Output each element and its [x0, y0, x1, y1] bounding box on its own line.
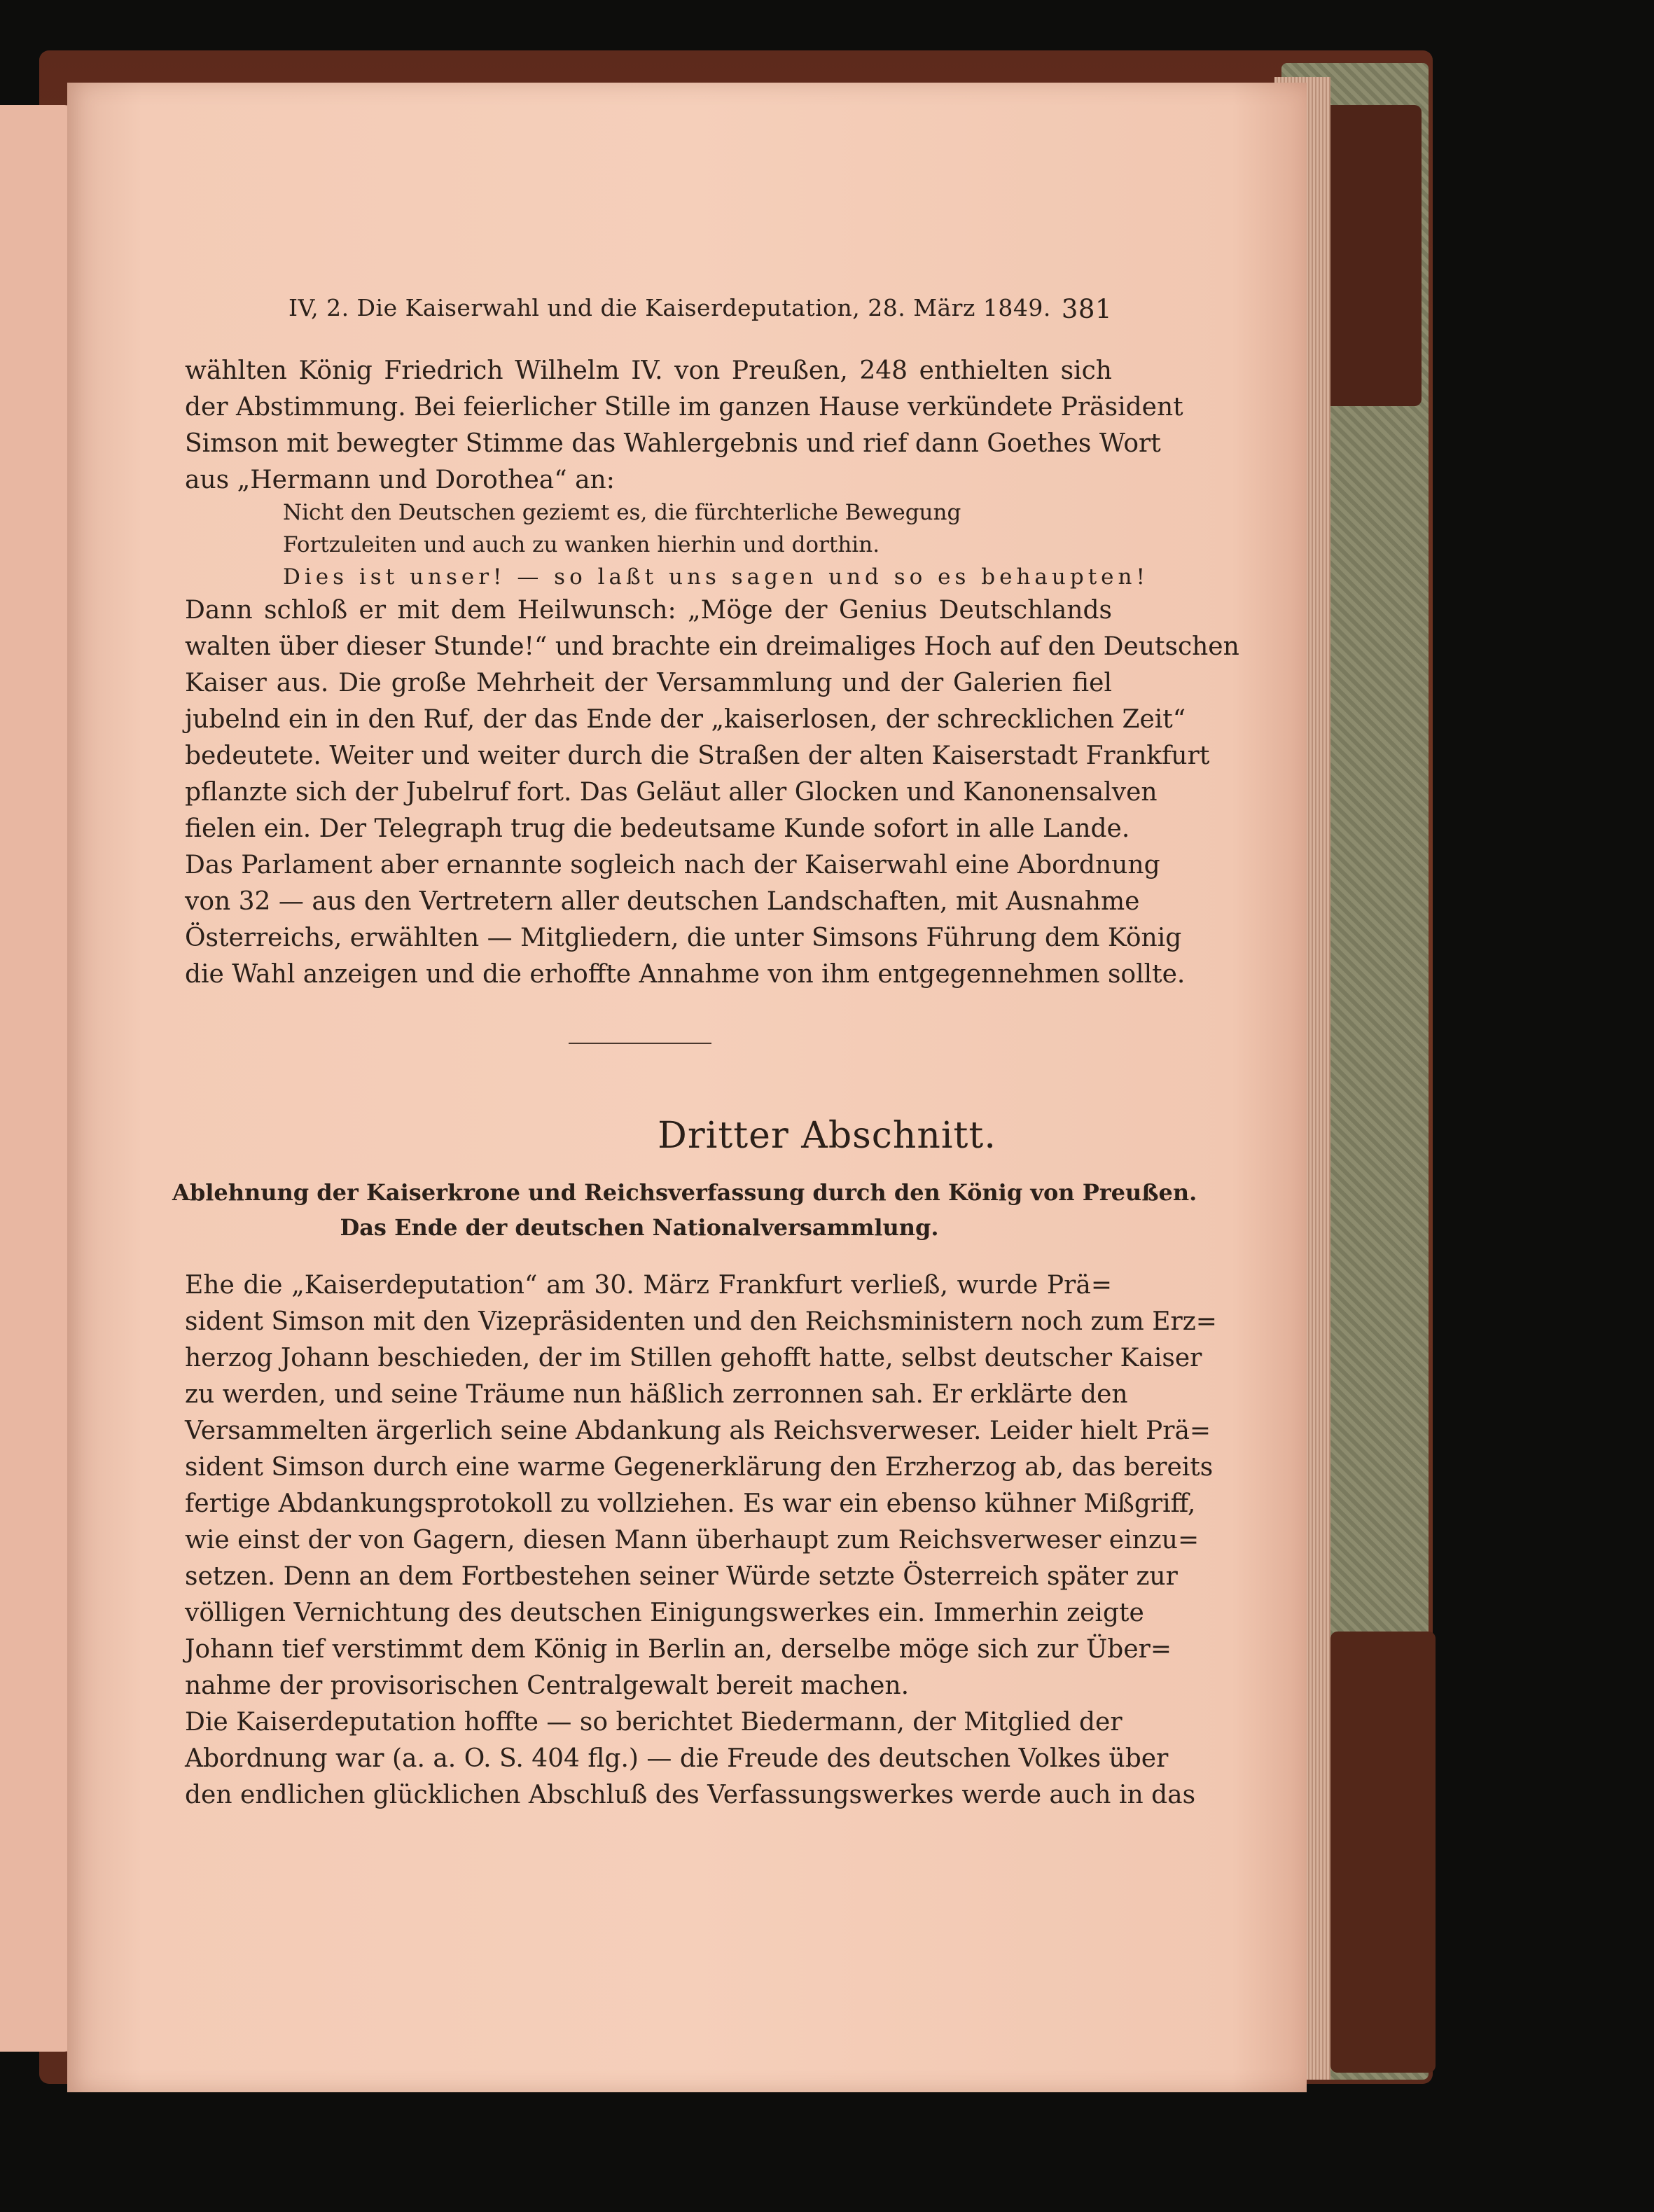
text-line: Kaiser aus. Die große Mehrheit der Versammlung und der Galerien fiel — [185, 669, 1112, 697]
page-number: 381 — [1061, 294, 1112, 324]
text-line: walten über dieser Stunde!“ und brachte ein dreimaliges Hoch auf den Deutschen — [185, 632, 1239, 661]
text-line: Versammelten ärgerlich seine Abdankung als Reichsverweser. Leider hielt Prä= — [185, 1417, 1211, 1445]
facing-page-edge — [0, 105, 77, 2052]
section-subtitle: Das Ende der deutschen Nationalversammlung. — [340, 1214, 939, 1241]
text-line: den endlichen glücklichen Abschluß des Verfassungswerkes werde auch in das — [185, 1781, 1196, 1809]
text-line: von 32 — aus den Vertretern aller deutschen Landschaften, mit Ausnahme — [185, 887, 1140, 916]
text-line: wie einst der von Gagern, diesen Mann überhaupt zum Reichsverweser einzu= — [185, 1526, 1200, 1554]
section-subtitle: Ablehnung der Kaiserkrone und Reichsverfassung durch den König von Preußen. — [172, 1179, 1197, 1206]
text-line: Die Kaiserdeputation hoffte — so berichtet Biedermann, der Mitglied der — [185, 1708, 1123, 1737]
text-line: Simson mit bewegter Stimme das Wahlergebnis und rief dann Goethes Wort — [185, 429, 1161, 458]
text-line: fertige Abdankungsprotokoll zu vollziehen. Es war ein ebenso kühner Mißgriff, — [185, 1489, 1196, 1518]
verse-line: Fortzuleiten und auch zu wanken hierhin und dorthin. — [283, 532, 880, 557]
text-line: wählten König Friedrich Wilhelm IV. von Preußen, 248 enthielten sich — [185, 356, 1112, 385]
show-through-stain — [168, 1066, 532, 1115]
running-head: IV, 2. Die Kaiserwahl und die Kaiserdeputation, 28. März 1849. — [289, 294, 1051, 321]
section-divider — [569, 1043, 711, 1044]
text-line: bedeutete. Weiter und weiter durch die Straßen der alten Kaiserstadt Frankfurt — [185, 742, 1210, 770]
text-line: Abordnung war (a. a. O. S. 404 flg.) — die Freude des deutschen Volkes über — [185, 1744, 1169, 1773]
text-line: setzen. Denn an dem Fortbestehen seiner Würde setzte Österreich später zur — [185, 1562, 1178, 1591]
text-line: fielen ein. Der Telegraph trug die bedeutsame Kunde sofort in alle Lande. — [185, 814, 1130, 843]
text-line: völligen Vernichtung des deutschen Einigungswerkes ein. Immerhin zeigte — [185, 1599, 1144, 1627]
text-line: der Abstimmung. Bei feierlicher Stille im ganzen Hause verkündete Präsident — [185, 393, 1183, 422]
text-line: Dann schloß er mit dem Heilwunsch: „Möge der Genius Deutschlands — [185, 596, 1112, 625]
text-line: aus „Hermann und Dorothea“ an: — [185, 466, 615, 494]
text-line: sident Simson durch eine warme Gegenerklärung den Erzherzog ab, das bereits — [185, 1453, 1214, 1482]
text-line: die Wahl anzeigen und die erhoffte Annahme von ihm entgegennehmen sollte. — [185, 960, 1186, 989]
text-line: nahme der provisorischen Centralgewalt bereit machen. — [185, 1671, 910, 1700]
verse-line: Dies ist unser! — so laßt uns sagen und so es behaupten! — [283, 564, 1149, 590]
text-line: Ehe die „Kaiserdeputation“ am 30. März Frankfurt verließ, wurde Prä= — [185, 1271, 1112, 1300]
text-line: pflanzte sich der Jubelruf fort. Das Geläut aller Glocken und Kanonensalven — [185, 778, 1158, 807]
text-line: Das Parlament aber ernannte sogleich nach der Kaiserwahl eine Abordnung — [185, 851, 1160, 879]
text-line: zu werden, und seine Träume nun häßlich zerronnen sah. Er erklärte den — [185, 1380, 1128, 1409]
verse-line: Nicht den Deutschen geziemt es, die fürchterliche Bewegung — [283, 500, 961, 525]
section-title: Dritter Abschnitt. — [658, 1115, 996, 1157]
text-line: herzog Johann beschieden, der im Stillen gehofft hatte, selbst deutscher Kaiser — [185, 1344, 1202, 1372]
text-line: Österreichs, erwählten — Mitgliedern, die unter Simsons Führung dem König — [185, 924, 1182, 952]
text-line: sident Simson mit den Vizepräsidenten und den Reichsministern noch zum Erz= — [185, 1307, 1217, 1336]
text-line: jubelnd ein in den Ruf, der das Ende der „kaiserlosen, der schrecklichen Zeit“ — [185, 705, 1186, 734]
leather-corner-bottom — [1330, 1632, 1436, 2073]
text-line: Johann tief verstimmt dem König in Berlin an, derselbe möge sich zur Über= — [185, 1635, 1172, 1664]
